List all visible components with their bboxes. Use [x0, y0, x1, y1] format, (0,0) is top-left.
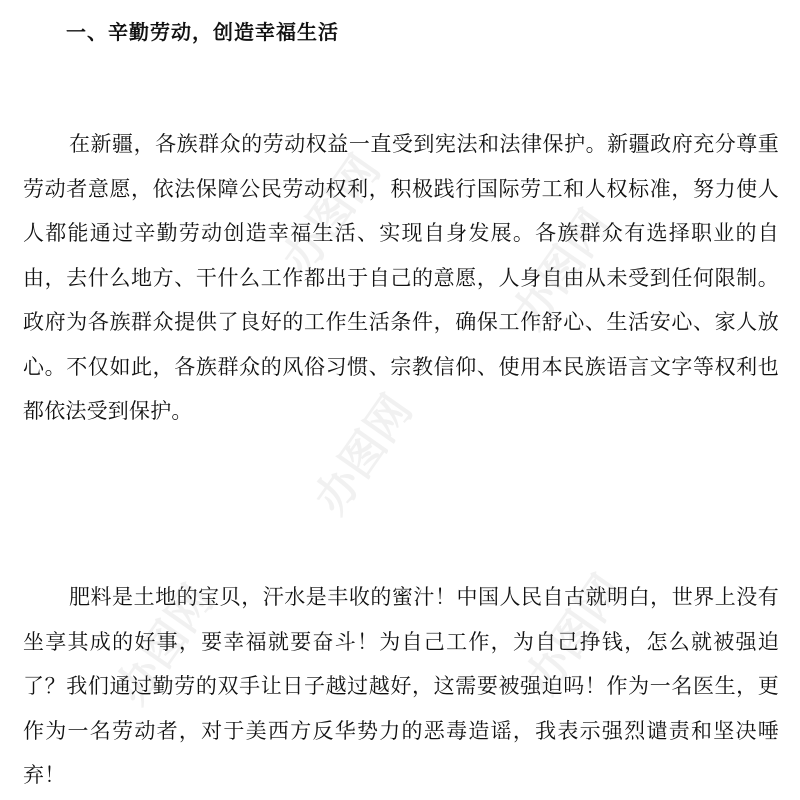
watermark: 办图网: [304, 385, 423, 524]
paragraph-2: 肥料是土地的宝贝，汗水是丰收的蜜汁！中国人民自古就明白，世界上没有坐享其成的好事，要幸福就要奋斗！为自己工作，为自己挣钱，怎么就被强迫了？我们通过勤劳的双手让日子越过越好，这需要被强迫吗！作为一名医生，更作为一名劳动者，对于美西方反华势力的恶毒造谣，我表示强烈谴责和坚决唾弃！: [23, 585, 779, 787]
watermark: 办图网: [515, 565, 634, 704]
section-heading: 一、辛勤劳动，创造幸福生活: [66, 20, 339, 44]
watermark: 办图网: [105, 575, 224, 714]
watermark: 办图网: [502, 200, 621, 339]
watermark: 办图网: [272, 145, 391, 284]
paragraph-1: 在新疆，各族群众的劳动权益一直受到宪法和法律保护。新疆政府充分尊重劳动者意愿，依法保障公民劳动权利，积极践行国际劳工和人权标准，努力使人人都能通过辛勤劳动创造幸福生活、实现自身发展。各族群众有选择职业的自由，去什么地方、干什么工作都出于自己的意愿，人身自由从未受到任何限制。政府为各族群众提供了良好的工作生活条件，确保工作舒心、生活安心、家人放心。不仅如此，各族群众的风俗习惯、宗教信仰、使用本民族语言文字等权利也都依法受到保护。: [23, 132, 779, 423]
